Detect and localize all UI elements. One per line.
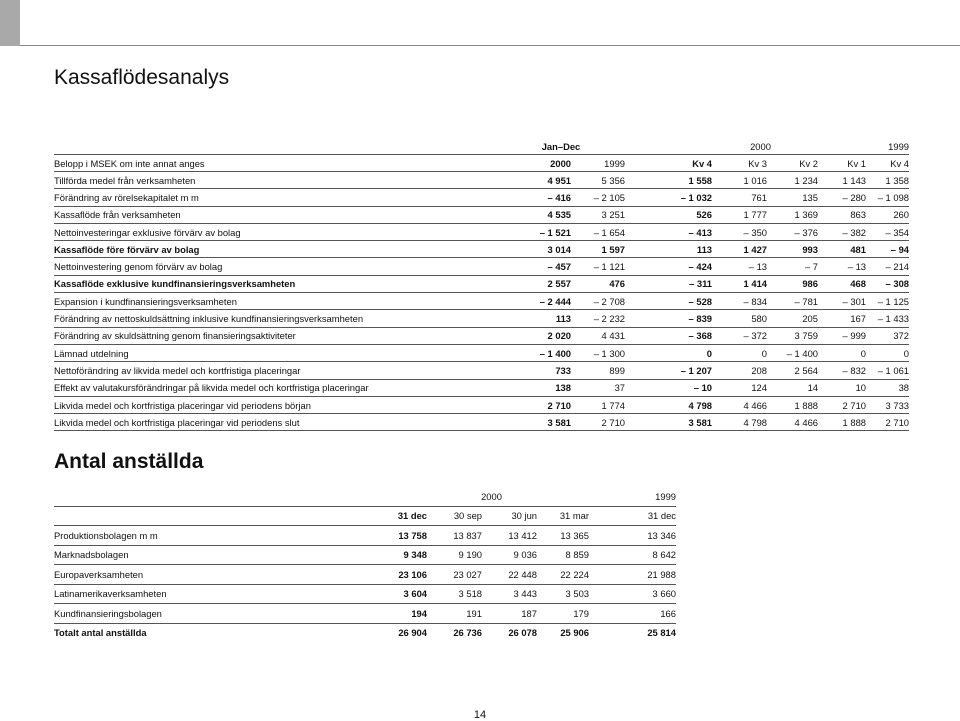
table-cell: 25 814	[647, 627, 676, 639]
row-label: Latinamerikaverksamheten	[54, 584, 354, 604]
table-row	[54, 344, 909, 361]
table-cell: 1 777	[712, 206, 767, 223]
table-cell: 113	[457, 310, 571, 327]
table-row	[54, 206, 909, 223]
table-cell: – 1 061	[866, 362, 909, 379]
table-cell: – 350	[712, 223, 767, 240]
table-row	[54, 172, 909, 189]
table-cell: 191	[427, 604, 482, 624]
table-cell: 38	[866, 379, 909, 396]
table-cell: 10	[818, 379, 866, 396]
column-header: 31 mar	[537, 506, 589, 526]
table-row	[54, 565, 676, 585]
table-cell: 1 016	[712, 172, 767, 189]
table-cell: 194	[354, 604, 427, 624]
table-cell: 4 798	[712, 414, 767, 431]
row-label: Likvida medel och kortfristiga placeringar vid periodens slut	[54, 414, 457, 431]
table-cell: – 2 232	[571, 310, 625, 327]
table-cell: 13 837	[427, 526, 482, 546]
table-cell: 26 904	[398, 627, 427, 639]
table-cell: 22 224	[537, 565, 589, 585]
employees-table	[54, 487, 676, 642]
table-cell: – 1 207	[625, 362, 712, 379]
row-label: Effekt av valutakursförändringar på likvida medel och kortfristiga placeringar	[54, 379, 457, 396]
table-row	[54, 327, 909, 344]
table-cell: 0	[712, 344, 767, 361]
table-cell: – 424	[625, 258, 712, 275]
group-2000: 2000	[354, 487, 589, 506]
table-cell: 1 369	[767, 206, 818, 223]
table-row	[54, 362, 909, 379]
table-cell: 14	[767, 379, 818, 396]
table-cell: 13 412	[482, 526, 537, 546]
table-cell: 3 251	[571, 206, 625, 223]
table-row	[54, 293, 909, 310]
row-label: Nettoförändring av likvida medel och kortfristiga placeringar	[54, 362, 457, 379]
table-row	[54, 396, 909, 413]
table-cell: 899	[571, 362, 625, 379]
row-label: Marknadsbolagen	[54, 545, 354, 565]
table-cell: 208	[712, 362, 767, 379]
table-cell: 13 365	[537, 526, 589, 546]
table-cell: 3 443	[482, 584, 537, 604]
table-row	[54, 623, 676, 642]
table-cell: 187	[482, 604, 537, 624]
table-row	[54, 258, 909, 275]
top-rule	[20, 45, 960, 46]
table-cell: 1 888	[818, 414, 866, 431]
table-cell: 167	[818, 310, 866, 327]
table-cell: – 2 105	[571, 189, 625, 206]
table-cell: 3 733	[866, 396, 909, 413]
table-cell: 0	[866, 344, 909, 361]
row-label: Förändring av skuldsättning genom finansieringsaktiviteter	[54, 327, 457, 344]
table-cell: – 839	[625, 310, 712, 327]
group-1999: 1999	[866, 139, 909, 155]
table-cell: – 376	[767, 223, 818, 240]
table-cell: 1 774	[571, 396, 625, 413]
table-cell: 2 710	[571, 414, 625, 431]
table-cell: – 1 032	[625, 189, 712, 206]
row-label: Lämnad utdelning	[54, 344, 457, 361]
row-label: Förändring av nettoskuldsättning inklusive kundfinansieringsverksamheten	[54, 310, 457, 327]
table-cell: – 2 444	[457, 293, 571, 310]
column-header: Kv 3	[712, 155, 767, 172]
table-cell: 135	[767, 189, 818, 206]
page-title: Kassaflödesanalys	[54, 66, 230, 89]
table-cell: – 1 521	[457, 223, 571, 240]
table-cell: 13 758	[354, 526, 427, 546]
table-cell: – 280	[818, 189, 866, 206]
table-cell: – 1 121	[571, 258, 625, 275]
table-cell: – 10	[625, 379, 712, 396]
table-cell: 986	[767, 275, 818, 292]
row-label: Kundfinansieringsbolagen	[54, 604, 354, 624]
row-label: Kassaflöde från verksamheten	[54, 206, 457, 223]
table-cell: 863	[818, 206, 866, 223]
column-header: 2000	[457, 155, 571, 172]
table-cell: 2 557	[457, 275, 571, 292]
table-cell: 0	[625, 344, 712, 361]
table-cell: – 1 400	[457, 344, 571, 361]
table-cell: – 781	[767, 293, 818, 310]
table-cell: 372	[866, 327, 909, 344]
table-cell: 4 798	[625, 396, 712, 413]
row-label: Expansion i kundfinansieringsverksamheten	[54, 293, 457, 310]
table-cell: 2 710	[866, 414, 909, 431]
table-cell: – 1 433	[866, 310, 909, 327]
table-cell: – 413	[625, 223, 712, 240]
table-cell: 1 558	[625, 172, 712, 189]
table-cell: – 13	[818, 258, 866, 275]
table-cell: – 832	[818, 362, 866, 379]
table-cell: – 1 400	[767, 344, 818, 361]
table-cell: – 13	[712, 258, 767, 275]
table-cell: 4 951	[457, 172, 571, 189]
table-cell: 23 106	[354, 565, 427, 585]
table-cell: 476	[571, 275, 625, 292]
column-header: Kv 1	[818, 155, 866, 172]
employees-title: Antal anställda	[54, 450, 204, 473]
table-cell: 2 710	[818, 396, 866, 413]
table-cell: 468	[818, 275, 866, 292]
table-cell: 0	[818, 344, 866, 361]
table-cell: – 372	[712, 327, 767, 344]
table-cell: 580	[712, 310, 767, 327]
table-cell: 13 346	[589, 526, 676, 546]
column-header: 1999	[571, 155, 625, 172]
table-cell: 481	[818, 241, 866, 258]
column-header: 30 jun	[482, 506, 537, 526]
table-cell: – 382	[818, 223, 866, 240]
table-cell: 1 414	[712, 275, 767, 292]
table-cell: 3 014	[457, 241, 571, 258]
row-label: Nettoinvestering genom förvärv av bolag	[54, 258, 457, 275]
table-cell: – 1 098	[866, 189, 909, 206]
row-label: Totalt antal anställda	[54, 627, 147, 639]
table-row	[54, 526, 676, 546]
group-2000: 2000	[625, 139, 866, 155]
table-cell: 3 581	[625, 414, 712, 431]
table-cell: 761	[712, 189, 767, 206]
table-cell: 8 642	[589, 545, 676, 565]
table-cell: 8 859	[537, 545, 589, 565]
table-cell: 124	[712, 379, 767, 396]
table-cell: 23 027	[427, 565, 482, 585]
table-cell: – 7	[767, 258, 818, 275]
table-row	[54, 545, 676, 565]
table-row	[54, 189, 909, 206]
table-cell: – 1 125	[866, 293, 909, 310]
table-cell: 1 358	[866, 172, 909, 189]
row-label: Produktionsbolagen m m	[54, 526, 354, 546]
table-row	[54, 584, 676, 604]
table-cell: 2 020	[457, 327, 571, 344]
table-cell: 3 518	[427, 584, 482, 604]
table-cell: 179	[537, 604, 589, 624]
cashflow-table	[54, 139, 909, 431]
table-cell: 205	[767, 310, 818, 327]
table-row	[54, 310, 909, 327]
corner-tab	[0, 0, 20, 46]
table-cell: 26 736	[453, 627, 482, 639]
table-cell: 37	[571, 379, 625, 396]
column-header: Kv 4	[625, 155, 712, 172]
table-cell: – 1 300	[571, 344, 625, 361]
table-cell: 1 143	[818, 172, 866, 189]
table-cell: 9 348	[354, 545, 427, 565]
row-label: Likvida medel och kortfristiga placeringar vid periodens början	[54, 396, 457, 413]
table-cell: – 311	[625, 275, 712, 292]
column-header: 31 dec	[354, 506, 427, 526]
table-cell: – 528	[625, 293, 712, 310]
table-cell: – 457	[457, 258, 571, 275]
table-row	[54, 379, 909, 396]
table-cell: – 2 708	[571, 293, 625, 310]
table-row	[54, 604, 676, 624]
table-cell: – 354	[866, 223, 909, 240]
table-cell: – 368	[625, 327, 712, 344]
column-header: 31 dec	[589, 506, 676, 526]
table-cell: 4 431	[571, 327, 625, 344]
column-header: 30 sep	[427, 506, 482, 526]
table-cell: 1 888	[767, 396, 818, 413]
table-cell: 3 604	[354, 584, 427, 604]
table-cell: 260	[866, 206, 909, 223]
table-cell: 2 710	[457, 396, 571, 413]
table-cell: 9 036	[482, 545, 537, 565]
top-bar	[0, 0, 960, 46]
table-cell: 4 466	[767, 414, 818, 431]
table-cell: 2 564	[767, 362, 818, 379]
table-cell: – 308	[866, 275, 909, 292]
table-cell: – 416	[457, 189, 571, 206]
table-cell: 1 427	[712, 241, 767, 258]
table-cell: 3 503	[537, 584, 589, 604]
row-label: Nettoinvesteringar exklusive förvärv av bolag	[54, 223, 457, 240]
table-cell: 26 078	[508, 627, 537, 639]
table-cell: 4 466	[712, 396, 767, 413]
table-cell: 113	[625, 241, 712, 258]
table-row	[54, 223, 909, 240]
table-cell: 993	[767, 241, 818, 258]
row-label: Europaverksamheten	[54, 565, 354, 585]
header-label: Belopp i MSEK om inte annat anges	[54, 155, 457, 172]
table-cell: 21 988	[589, 565, 676, 585]
row-label: Kassaflöde före förvärv av bolag	[54, 241, 457, 258]
table-cell: 166	[589, 604, 676, 624]
table-cell: 22 448	[482, 565, 537, 585]
row-label: Kassaflöde exklusive kundfinansieringsverksamheten	[54, 275, 457, 292]
table-cell: 138	[457, 379, 571, 396]
table-cell: – 301	[818, 293, 866, 310]
table-cell: – 94	[866, 241, 909, 258]
table-cell: 526	[625, 206, 712, 223]
table-cell: 3 759	[767, 327, 818, 344]
table-cell: – 834	[712, 293, 767, 310]
table-cell: 3 660	[589, 584, 676, 604]
table-cell: 9 190	[427, 545, 482, 565]
table-cell: – 214	[866, 258, 909, 275]
table-cell: 1 234	[767, 172, 818, 189]
table-cell: 5 356	[571, 172, 625, 189]
table-cell: – 1 654	[571, 223, 625, 240]
row-label: Förändring av rörelsekapitalet m m	[54, 189, 457, 206]
column-header: Kv 4	[866, 155, 909, 172]
table-row	[54, 241, 909, 258]
table-cell: 3 581	[457, 414, 571, 431]
group-jan-dec: Jan–Dec	[457, 139, 625, 155]
table-cell: 4 535	[457, 206, 571, 223]
row-label: Tillförda medel från verksamheten	[54, 172, 457, 189]
table-cell: 733	[457, 362, 571, 379]
table-cell: – 999	[818, 327, 866, 344]
table-cell: 1 597	[571, 241, 625, 258]
group-1999: 1999	[589, 487, 676, 506]
column-header: Kv 2	[767, 155, 818, 172]
table-cell: 25 906	[560, 627, 589, 639]
page-number: 14	[473, 709, 487, 721]
table-row	[54, 414, 909, 431]
table-row	[54, 275, 909, 292]
